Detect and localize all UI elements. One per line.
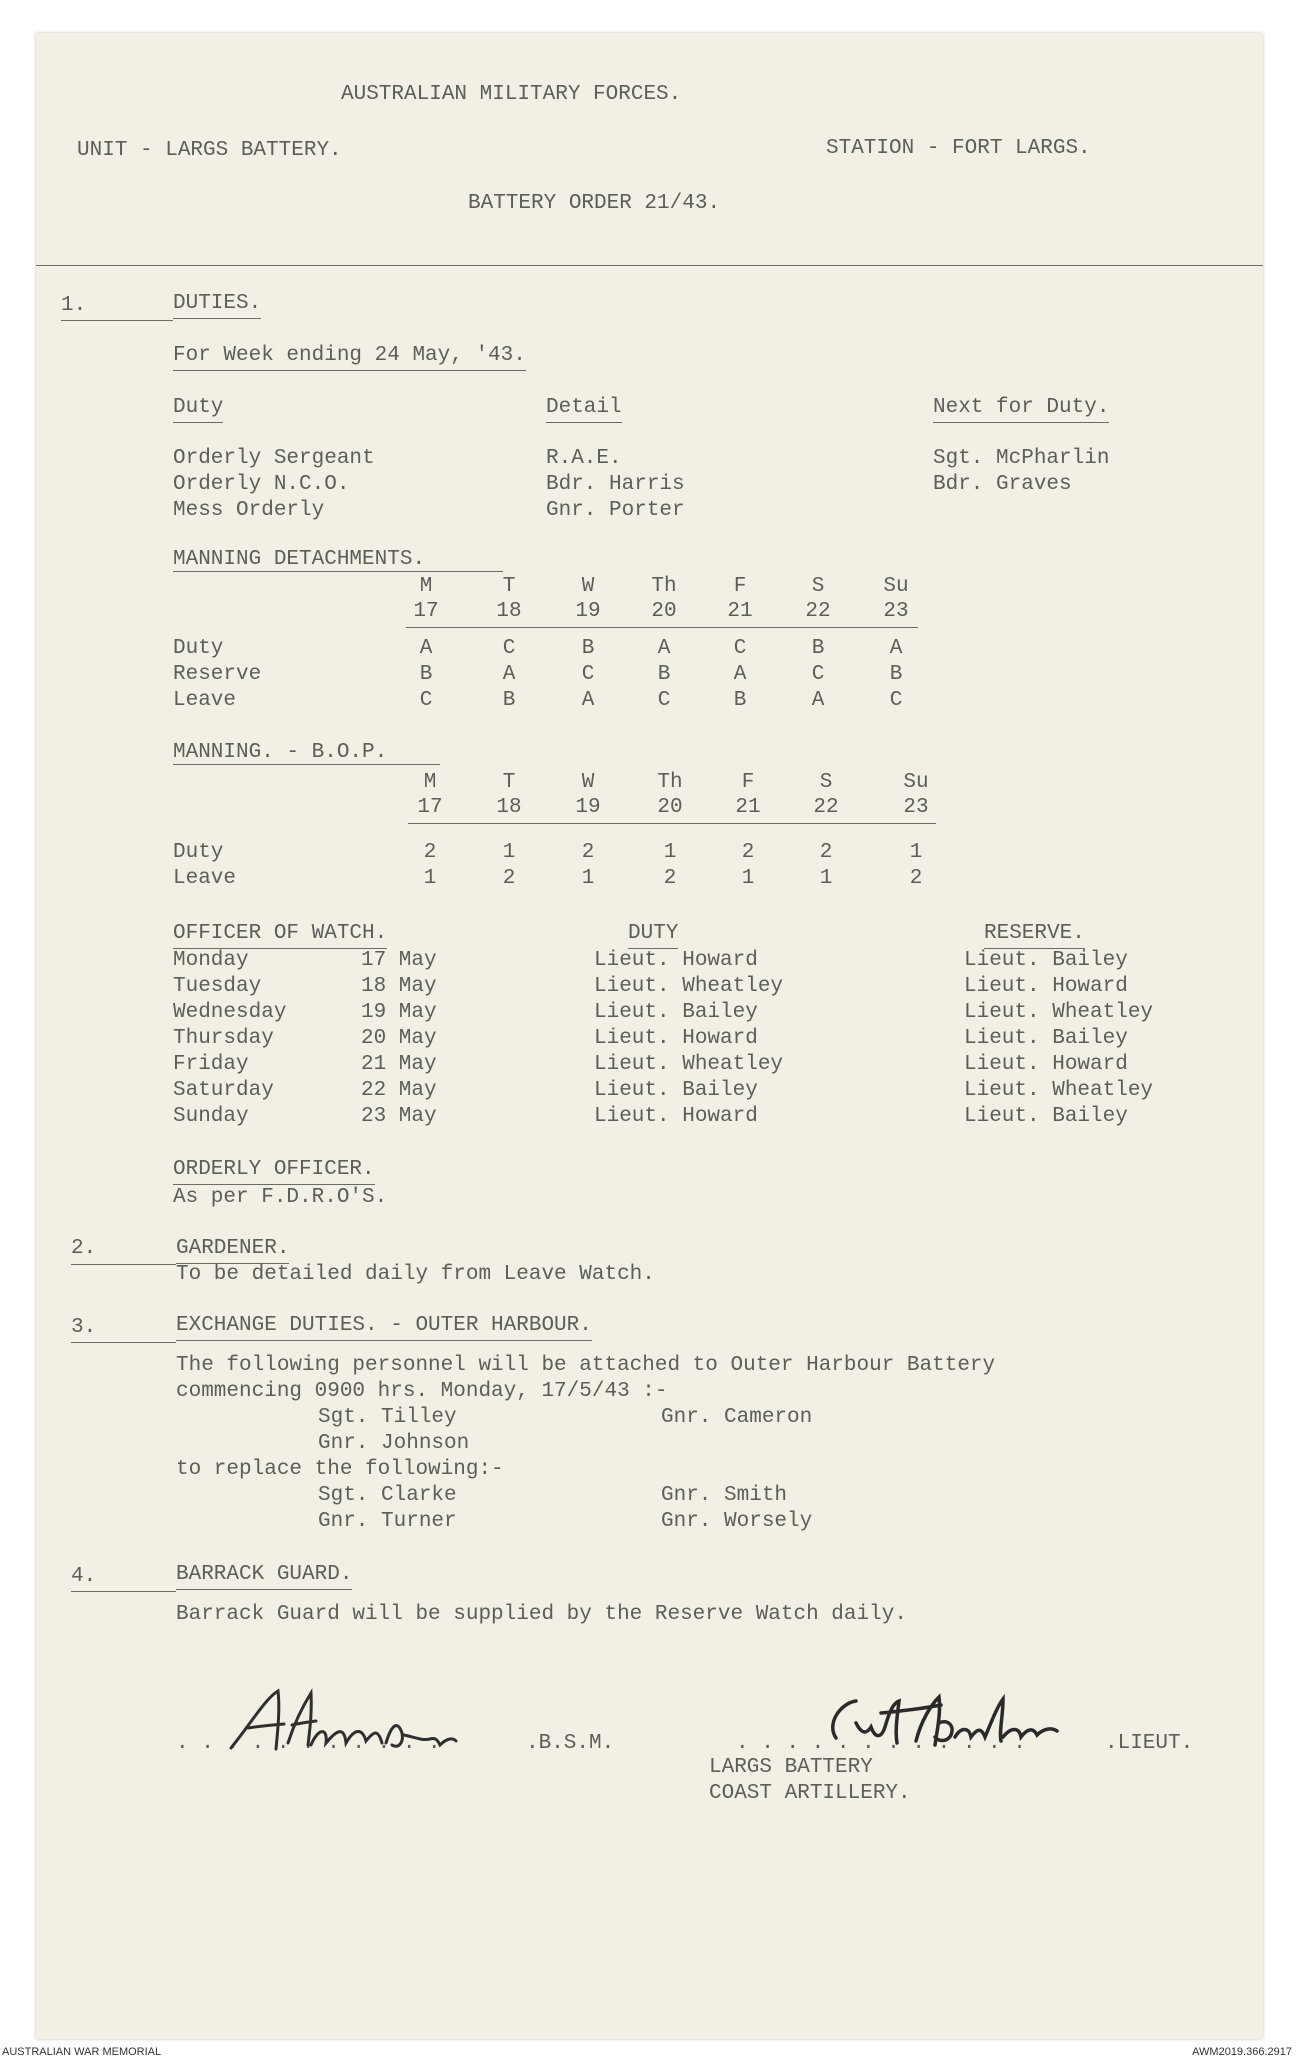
- md-cell: A: [502, 663, 516, 686]
- attached-person: Gnr. Johnson: [318, 1432, 470, 1455]
- duty-name: Orderly Sergeant: [173, 447, 375, 470]
- watch-day: Monday: [173, 949, 249, 972]
- watch-date: 21 May: [361, 1053, 437, 1076]
- duty-detail: Gnr. Porter: [546, 499, 685, 522]
- bop-cell: 2: [581, 841, 595, 864]
- duty-name: Mess Orderly: [173, 499, 325, 522]
- unit-signoff-line-1: LARGS BATTERY: [709, 1756, 873, 1779]
- bop-day: S: [819, 771, 833, 794]
- bop-cell: 1: [663, 841, 677, 864]
- watch-reserve-officer: Lieut. Wheatley: [964, 1001, 1154, 1024]
- watch-duty-officer: Lieut. Howard: [594, 1027, 758, 1050]
- station-line: STATION - FORT LARGS.: [826, 137, 1091, 160]
- exchange-text-2: commencing 0900 hrs. Monday, 17/5/43 :-: [176, 1380, 668, 1403]
- watch-day: Tuesday: [173, 975, 262, 998]
- bop-date: 18: [496, 796, 522, 819]
- bop-date: 21: [735, 796, 761, 819]
- bop-cell: 1: [819, 867, 833, 890]
- md-cell: B: [657, 663, 671, 686]
- section-3-heading: EXCHANGE DUTIES. - OUTER HARBOUR.: [176, 1313, 592, 1341]
- unit-signoff-line-2: COAST ARTILLERY.: [709, 1782, 911, 1805]
- bsm-title: .B.S.M.: [526, 1732, 615, 1755]
- bop-cell: 2: [423, 841, 437, 864]
- bop-cell: 2: [741, 841, 755, 864]
- md-cell: B: [889, 663, 903, 686]
- bop-row-label: Leave: [173, 867, 237, 890]
- md-date: 19: [575, 600, 601, 623]
- md-date: 21: [727, 600, 753, 623]
- orderly-officer-text: As per F.D.R.O'S.: [173, 1186, 388, 1209]
- md-day: F: [733, 575, 747, 598]
- watch-reserve-officer: Lieut. Howard: [964, 1053, 1128, 1076]
- bop-day: M: [423, 771, 437, 794]
- bop-row-label: Duty: [173, 841, 224, 864]
- bop-cell: 2: [909, 867, 923, 890]
- replaced-person: Gnr. Turner: [318, 1510, 457, 1533]
- md-cell: B: [811, 637, 825, 660]
- md-day: Su: [883, 575, 909, 598]
- md-cell: C: [419, 689, 433, 712]
- duty-detail: Bdr. Harris: [546, 473, 685, 496]
- officer-of-watch-heading: OFFICER OF WATCH.: [173, 921, 387, 949]
- unit-line: UNIT - LARGS BATTERY.: [77, 139, 342, 162]
- bop-cell: 2: [502, 867, 516, 890]
- bop-day: W: [581, 771, 595, 794]
- watch-duty-heading: DUTY: [628, 921, 678, 949]
- md-cell: A: [811, 689, 825, 712]
- watch-date: 17 May: [361, 949, 437, 972]
- duty-name: Orderly N.C.O.: [173, 473, 350, 496]
- watch-reserve-officer: Lieut. Bailey: [964, 1105, 1128, 1128]
- watch-duty-officer: Lieut. Bailey: [594, 1001, 758, 1024]
- document-title: AUSTRALIAN MILITARY FORCES.: [341, 83, 682, 106]
- manning-bop-rule: [173, 764, 440, 765]
- md-cell: C: [581, 663, 595, 686]
- md-cell: B: [733, 689, 747, 712]
- bop-date: 23: [903, 796, 929, 819]
- watch-date: 23 May: [361, 1105, 437, 1128]
- md-cell: A: [889, 637, 903, 660]
- md-date: 23: [883, 600, 909, 623]
- orderly-officer-heading: ORDERLY OFFICER.: [173, 1157, 375, 1185]
- md-cell: C: [657, 689, 671, 712]
- md-day: W: [581, 575, 595, 598]
- watch-reserve-heading: RESERVE.: [984, 921, 1085, 949]
- watch-day: Saturday: [173, 1079, 274, 1102]
- bop-cell: 2: [819, 841, 833, 864]
- section-2-rule: [71, 1264, 176, 1265]
- replace-text: to replace the following:-: [176, 1458, 504, 1481]
- watch-duty-officer: Lieut. Bailey: [594, 1079, 758, 1102]
- bop-day: Su: [903, 771, 929, 794]
- md-day: Th: [651, 575, 677, 598]
- duty-detail: R.A.E.: [546, 447, 622, 470]
- section-3-number: 3.: [71, 1316, 97, 1339]
- md-cell: B: [502, 689, 516, 712]
- section-1-number: 1.: [61, 294, 87, 317]
- barrack-guard-text: Barrack Guard will be supplied by the Reserve Watch daily.: [176, 1603, 907, 1626]
- detail-header: Detail: [546, 395, 622, 423]
- replaced-person: Sgt. Clarke: [318, 1484, 457, 1507]
- lieut-title: .LIEUT.: [1105, 1732, 1194, 1755]
- md-cell: C: [811, 663, 825, 686]
- manning-bop-heading: MANNING. - B.O.P.: [173, 741, 388, 764]
- duty-next: Bdr. Graves: [933, 473, 1072, 496]
- watch-duty-officer: Lieut. Howard: [594, 949, 758, 972]
- bop-date: 20: [657, 796, 683, 819]
- lieut-signature: [821, 1683, 1081, 1763]
- md-day: T: [502, 575, 516, 598]
- replaced-person: Gnr. Smith: [661, 1484, 788, 1507]
- attached-person: Gnr. Cameron: [661, 1406, 813, 1429]
- watch-date: 18 May: [361, 975, 437, 998]
- exchange-text-1: The following personnel will be attached to Outer Harbour Battery: [176, 1354, 996, 1377]
- bop-date: 19: [575, 796, 601, 819]
- section-2-number: 2.: [71, 1237, 97, 1260]
- replaced-person: Gnr. Worsely: [661, 1510, 813, 1533]
- md-date: 20: [651, 600, 677, 623]
- signature-line-left: . . . . . . . . . . .: [176, 1732, 441, 1755]
- md-cell: C: [889, 689, 903, 712]
- bop-date: 22: [813, 796, 839, 819]
- watch-date: 22 May: [361, 1079, 437, 1102]
- watch-reserve-officer: Lieut. Bailey: [964, 1027, 1128, 1050]
- watch-day: Sunday: [173, 1105, 249, 1128]
- manning-detachments-rule: [173, 571, 503, 572]
- bsm-signature: [226, 1683, 486, 1763]
- bop-cell: 2: [663, 867, 677, 890]
- watch-day: Wednesday: [173, 1001, 287, 1024]
- footer-credit: AUSTRALIAN WAR MEMORIAL: [2, 2046, 162, 2058]
- section-2-heading: GARDENER.: [176, 1236, 289, 1264]
- bop-date-rule: [408, 823, 936, 824]
- md-cell: B: [581, 637, 595, 660]
- watch-reserve-officer: Lieut. Howard: [964, 975, 1128, 998]
- header-divider: [36, 265, 1263, 266]
- week-ending: For Week ending 24 May, '43.: [173, 343, 526, 371]
- duty-next: Sgt. McPharlin: [933, 447, 1110, 470]
- md-date-rule: [406, 627, 918, 628]
- md-date: 22: [805, 600, 831, 623]
- next-header: Next for Duty.: [933, 395, 1109, 423]
- gardener-text: To be detailed daily from Leave Watch.: [176, 1263, 655, 1286]
- md-cell: C: [502, 637, 516, 660]
- section-4-rule: [71, 1591, 176, 1592]
- order-number: BATTERY ORDER 21/43.: [468, 192, 721, 215]
- md-date: 17: [413, 600, 439, 623]
- duty-header: Duty: [173, 395, 223, 423]
- bop-cell: 1: [741, 867, 755, 890]
- bop-cell: 1: [502, 841, 516, 864]
- md-cell: C: [733, 637, 747, 660]
- watch-reserve-officer: Lieut. Bailey: [964, 949, 1128, 972]
- md-cell: B: [419, 663, 433, 686]
- md-date: 18: [496, 600, 522, 623]
- watch-day: Friday: [173, 1053, 249, 1076]
- watch-date: 20 May: [361, 1027, 437, 1050]
- watch-duty-officer: Lieut. Wheatley: [594, 1053, 784, 1076]
- watch-date: 19 May: [361, 1001, 437, 1024]
- section-1-heading: DUTIES.: [173, 291, 261, 319]
- md-day: M: [419, 575, 433, 598]
- bop-date: 17: [417, 796, 443, 819]
- bop-day: F: [741, 771, 755, 794]
- bop-day: T: [502, 771, 516, 794]
- watch-duty-officer: Lieut. Howard: [594, 1105, 758, 1128]
- md-row-label: Reserve: [173, 663, 262, 686]
- document-page: [36, 33, 1263, 2039]
- section-1-rule: [61, 320, 173, 321]
- attached-person: Sgt. Tilley: [318, 1406, 457, 1429]
- section-4-number: 4.: [71, 1565, 97, 1588]
- footer-accession-number: AWM2019.366.2917: [1192, 2046, 1292, 2058]
- md-row-label: Leave: [173, 689, 237, 712]
- md-day: S: [811, 575, 825, 598]
- watch-day: Thursday: [173, 1027, 274, 1050]
- bop-cell: 1: [423, 867, 437, 890]
- bop-cell: 1: [909, 841, 923, 864]
- section-4-heading: BARRACK GUARD.: [176, 1562, 352, 1590]
- md-cell: A: [733, 663, 747, 686]
- signature-line-right: . . . . . . . . . . . .: [736, 1732, 1026, 1755]
- md-row-label: Duty: [173, 637, 224, 660]
- bop-cell: 1: [581, 867, 595, 890]
- md-cell: A: [657, 637, 671, 660]
- manning-detachments-heading: MANNING DETACHMENTS.: [173, 548, 426, 571]
- section-3-rule: [71, 1342, 176, 1343]
- watch-duty-officer: Lieut. Wheatley: [594, 975, 784, 998]
- md-cell: A: [419, 637, 433, 660]
- bop-day: Th: [657, 771, 683, 794]
- watch-reserve-officer: Lieut. Wheatley: [964, 1079, 1154, 1102]
- md-cell: A: [581, 689, 595, 712]
